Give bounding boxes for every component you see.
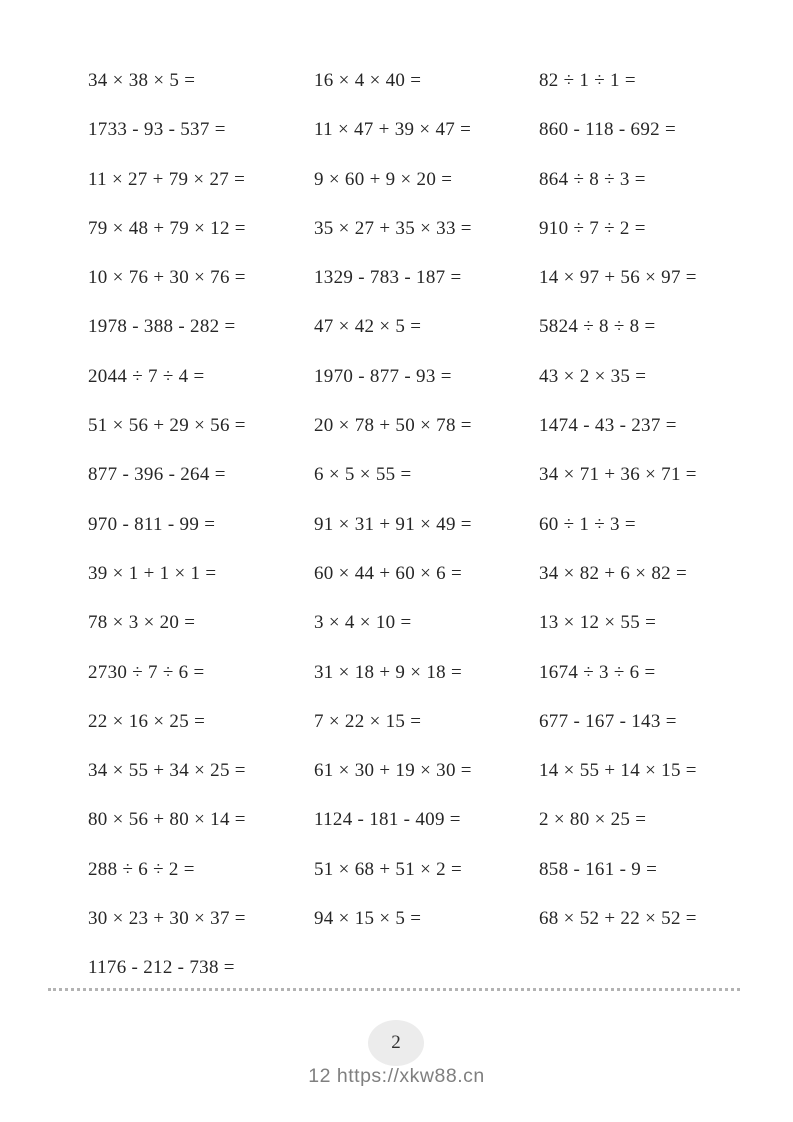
math-problem: 877 - 396 - 264 = <box>88 464 226 486</box>
math-problem: 61 × 30 + 19 × 30 = <box>314 760 472 782</box>
math-problem: 34 × 71 + 36 × 71 = <box>539 464 697 486</box>
math-problem: 1978 - 388 - 282 = <box>88 316 236 338</box>
math-problem: 13 × 12 × 55 = <box>539 612 657 634</box>
math-problem: 288 ÷ 6 ÷ 2 = <box>88 858 195 880</box>
math-problem: 11 × 47 + 39 × 47 = <box>314 119 472 141</box>
math-problem: 10 × 76 + 30 × 76 = <box>88 267 246 289</box>
math-problem: 1733 - 93 - 537 = <box>88 119 226 141</box>
math-problem: 2730 ÷ 7 ÷ 6 = <box>88 661 205 683</box>
math-problem: 91 × 31 + 91 × 49 = <box>314 513 472 535</box>
math-problem: 677 - 167 - 143 = <box>539 710 677 732</box>
math-problem: 79 × 48 + 79 × 12 = <box>88 217 246 239</box>
problem-column-1 <box>88 56 246 993</box>
footer-site-url: 12 https://xkw88.cn <box>308 1065 485 1087</box>
math-problem: 16 × 4 × 40 = <box>314 70 422 91</box>
math-problem: 22 × 16 × 25 = <box>88 710 206 732</box>
math-problem: 47 × 42 × 5 = <box>314 316 422 338</box>
dotted-separator <box>48 988 740 991</box>
math-problem: 11 × 27 + 79 × 27 = <box>88 168 246 190</box>
math-problem: 970 - 811 - 99 = <box>88 513 216 535</box>
math-problem: 34 × 55 + 34 × 25 = <box>88 760 246 782</box>
page-number: 2 <box>391 1032 401 1053</box>
page-number-badge <box>368 1020 424 1066</box>
math-problem: 14 × 97 + 56 × 97 = <box>539 267 697 289</box>
math-problem: 9 × 60 + 9 × 20 = <box>314 168 453 190</box>
math-problem: 39 × 1 + 1 × 1 = <box>88 562 217 584</box>
math-problem: 3 × 4 × 10 = <box>314 612 412 634</box>
math-problem: 60 ÷ 1 ÷ 3 = <box>539 513 636 535</box>
math-problem: 20 × 78 + 50 × 78 = <box>314 415 472 437</box>
math-problem: 34 × 82 + 6 × 82 = <box>539 562 688 584</box>
math-problem: 1329 - 783 - 187 = <box>314 267 462 289</box>
math-problem: 35 × 27 + 35 × 33 = <box>314 217 472 239</box>
math-problem: 910 ÷ 7 ÷ 2 = <box>539 217 646 239</box>
math-problem: 31 × 18 + 9 × 18 = <box>314 661 463 683</box>
math-problem: 1124 - 181 - 409 = <box>314 809 461 831</box>
math-problem: 1176 - 212 - 738 = <box>88 957 235 979</box>
math-problem: 860 - 118 - 692 = <box>539 119 677 141</box>
math-problem: 7 × 22 × 15 = <box>314 710 422 732</box>
math-problem: 94 × 15 × 5 = <box>314 908 422 930</box>
math-problem: 1970 - 877 - 93 = <box>314 365 452 387</box>
math-problem: 78 × 3 × 20 = <box>88 612 196 634</box>
math-problem: 68 × 52 + 22 × 52 = <box>539 908 697 930</box>
math-problem: 2044 ÷ 7 ÷ 4 = <box>88 365 205 387</box>
problem-column-2 <box>314 56 472 943</box>
math-problem: 1674 ÷ 3 ÷ 6 = <box>539 661 656 683</box>
math-problem: 6 × 5 × 55 = <box>314 464 412 486</box>
math-problem: 51 × 56 + 29 × 56 = <box>88 415 246 437</box>
math-problem: 14 × 55 + 14 × 15 = <box>539 760 697 782</box>
math-problem: 51 × 68 + 51 × 2 = <box>314 858 463 880</box>
math-problem: 80 × 56 + 80 × 14 = <box>88 809 246 831</box>
math-problem: 5824 ÷ 8 ÷ 8 = <box>539 316 656 338</box>
problem-column-3 <box>539 56 697 943</box>
math-problem: 34 × 38 × 5 = <box>88 70 196 91</box>
math-problem: 82 ÷ 1 ÷ 1 = <box>539 70 636 91</box>
math-problem: 858 - 161 - 9 = <box>539 858 658 880</box>
math-problem: 864 ÷ 8 ÷ 3 = <box>539 168 646 190</box>
math-problem: 1474 - 43 - 237 = <box>539 415 677 437</box>
math-problem: 2 × 80 × 25 = <box>539 809 647 831</box>
math-problem: 30 × 23 + 30 × 37 = <box>88 908 246 930</box>
math-problem: 60 × 44 + 60 × 6 = <box>314 562 463 584</box>
math-problem: 43 × 2 × 35 = <box>539 365 647 387</box>
